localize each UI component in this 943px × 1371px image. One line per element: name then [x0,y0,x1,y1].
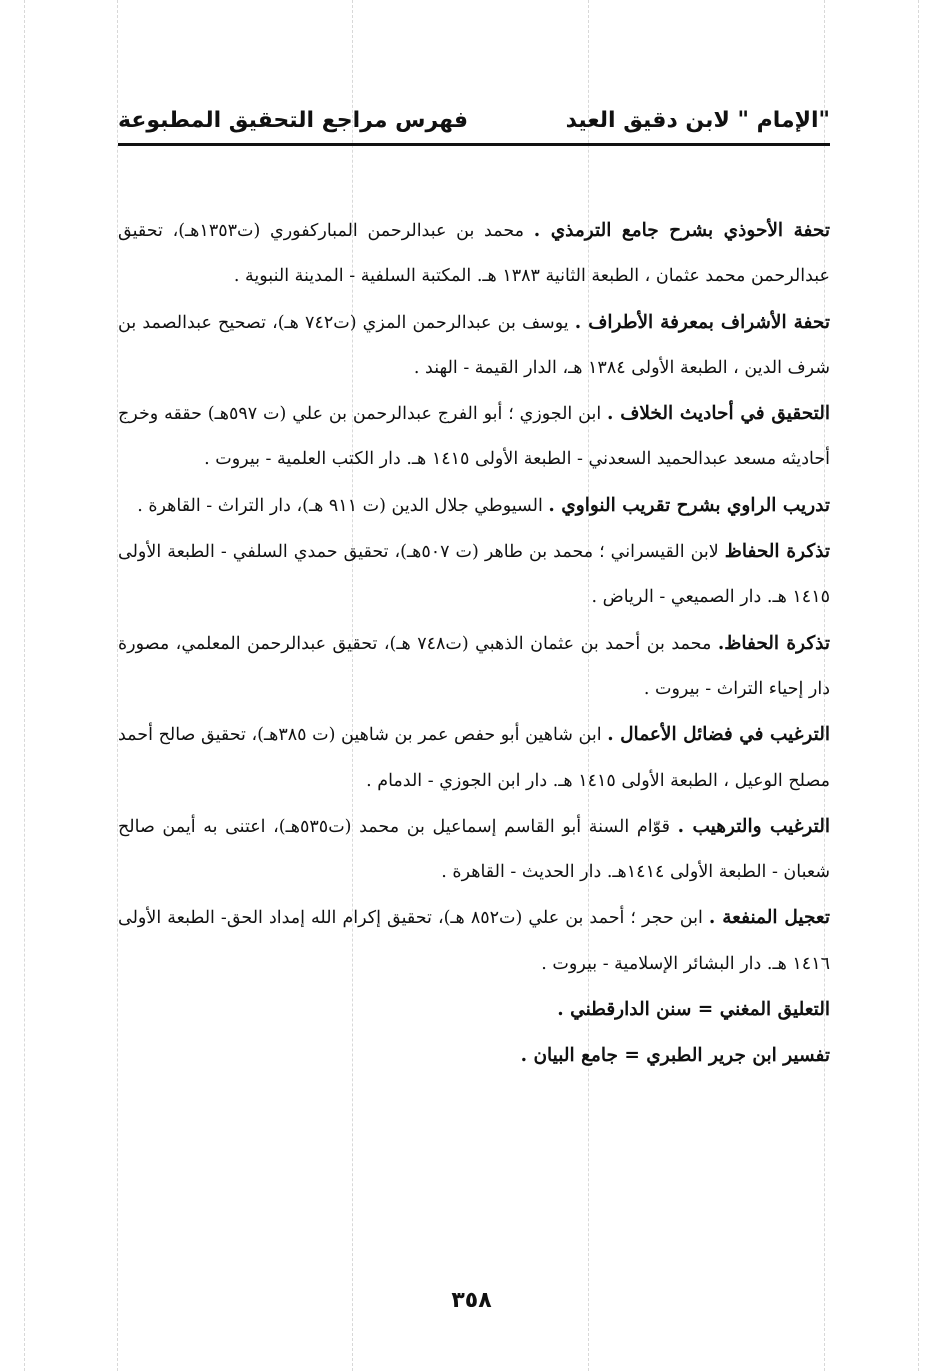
entry-details: لابن القيسراني ؛ محمد بن طاهر (ت ٥٠٧هـ)، تحقيق حمدي السلفي - الطبعة الأولى ١٤١٥ هـ. دار الصميعي - الرياض . [118,542,830,608]
header-rule [118,143,830,146]
entry-title: التعليق المغني = سنن الدارقطني . [557,999,830,1021]
entry-title: الترغيب والترهيب . [677,815,830,837]
entry-details: محمد بن عبدالرحمن المباركفوري (ت١٣٥٣هـ)، تحقيق عبدالرحمن محمد عثمان ، الطبعة الثانية ١٣٨٣ هـ. المكتبة السلفية - المدينة النبوية . [118,221,830,287]
bibliography-cross-reference [118,987,830,1033]
header-book-title: "الإمام " لابن دقيق العيد [565,108,830,133]
entry-title: الترغيب في فضائل الأعمال . [607,724,830,746]
running-header [118,104,830,140]
entry-details: قوّام السنة أبو القاسم إسماعيل بن محمد (ت٥٣٥هـ)، اعتنى به أيمن صالح شعبان - الطبعة الأولى ١٤١٤هـ. دار الحديث - القاهرة . [118,816,830,883]
entry-title: تعجيل المنفعة . [708,907,831,929]
entry-title: تذكرة الحفاظ [724,541,830,563]
entry-details: ابن شاهين أبو حفص عمر بن شاهين (ت ٣٨٥هـ)، تحقيق صالح أحمد مصلح الوعيل ، الطبعة الأولى ١٤١٥ هـ. دار ابن الجوزي - الدمام . [118,725,830,791]
bibliography-entry [118,804,830,896]
bibliography-entry [118,621,830,713]
entry-details: محمد بن أحمد بن عثمان الذهبي (ت٧٤٨ هـ)، تحقيق عبدالرحمن المعلمي، مصورة دار إحياء التراث - بيروت . [118,633,830,699]
entry-details: السيوطي جلال الدين (ت ٩١١ هـ)، دار التراث - القاهرة . [137,495,549,516]
header-section-title: فهرس مراجع التحقيق المطبوعة [118,108,469,133]
bibliography-entry [118,391,830,483]
page-number: ٣٥٨ [451,1288,492,1313]
entry-title: تحفة الأشراف بمعرفة الأطراف . [574,311,830,333]
bibliography-entry [118,712,830,804]
bibliography-entry [118,208,830,300]
bibliography-cross-reference [118,1033,830,1079]
entry-title: تفسير ابن جرير الطبري = جامع البيان . [520,1045,830,1067]
entry-title: تدريب الراوي بشرح تقريب النواوي . [548,494,830,516]
bibliography-entry [118,895,830,987]
scan-guide-line [24,0,25,1371]
bibliography-entry [118,529,830,621]
entry-details: ابن حجر ؛ أحمد بن علي (ت٨٥٢ هـ)، تحقيق إكرام الله إمداد الحق- الطبعة الأولى ١٤١٦ هـ. دار البشائر الإسلامية - بيروت . [118,908,830,974]
bibliography-entry [118,300,830,392]
entry-title: تحفة الأحوذي بشرح جامع الترمذي . [533,220,831,241]
entry-title: التحقيق في أحاديث الخلاف . [607,403,831,425]
entry-details: يوسف بن عبدالرحمن المزي (ت٧٤٢ هـ)، تصحيح عبدالصمد بن شرف الدين ، الطبعة الأولى ١٣٨٤ هـ، الدار القيمة - الهند . [118,312,830,378]
scan-guide-line [918,0,919,1371]
bibliography-entry [118,483,830,529]
entry-details: ابن الجوزي ؛ أبو الفرج عبدالرحمن بن علي (ت ٥٩٧هـ) حققه وخرج أحاديثه مسعد عبدالحميد السعدني - الطبعة الأولى ١٤١٥ هـ. دار الكتب العلمية - بيروت . [118,404,830,470]
bibliography-list [118,208,830,1080]
entry-title: تذكرة الحفاظ. [717,632,830,654]
